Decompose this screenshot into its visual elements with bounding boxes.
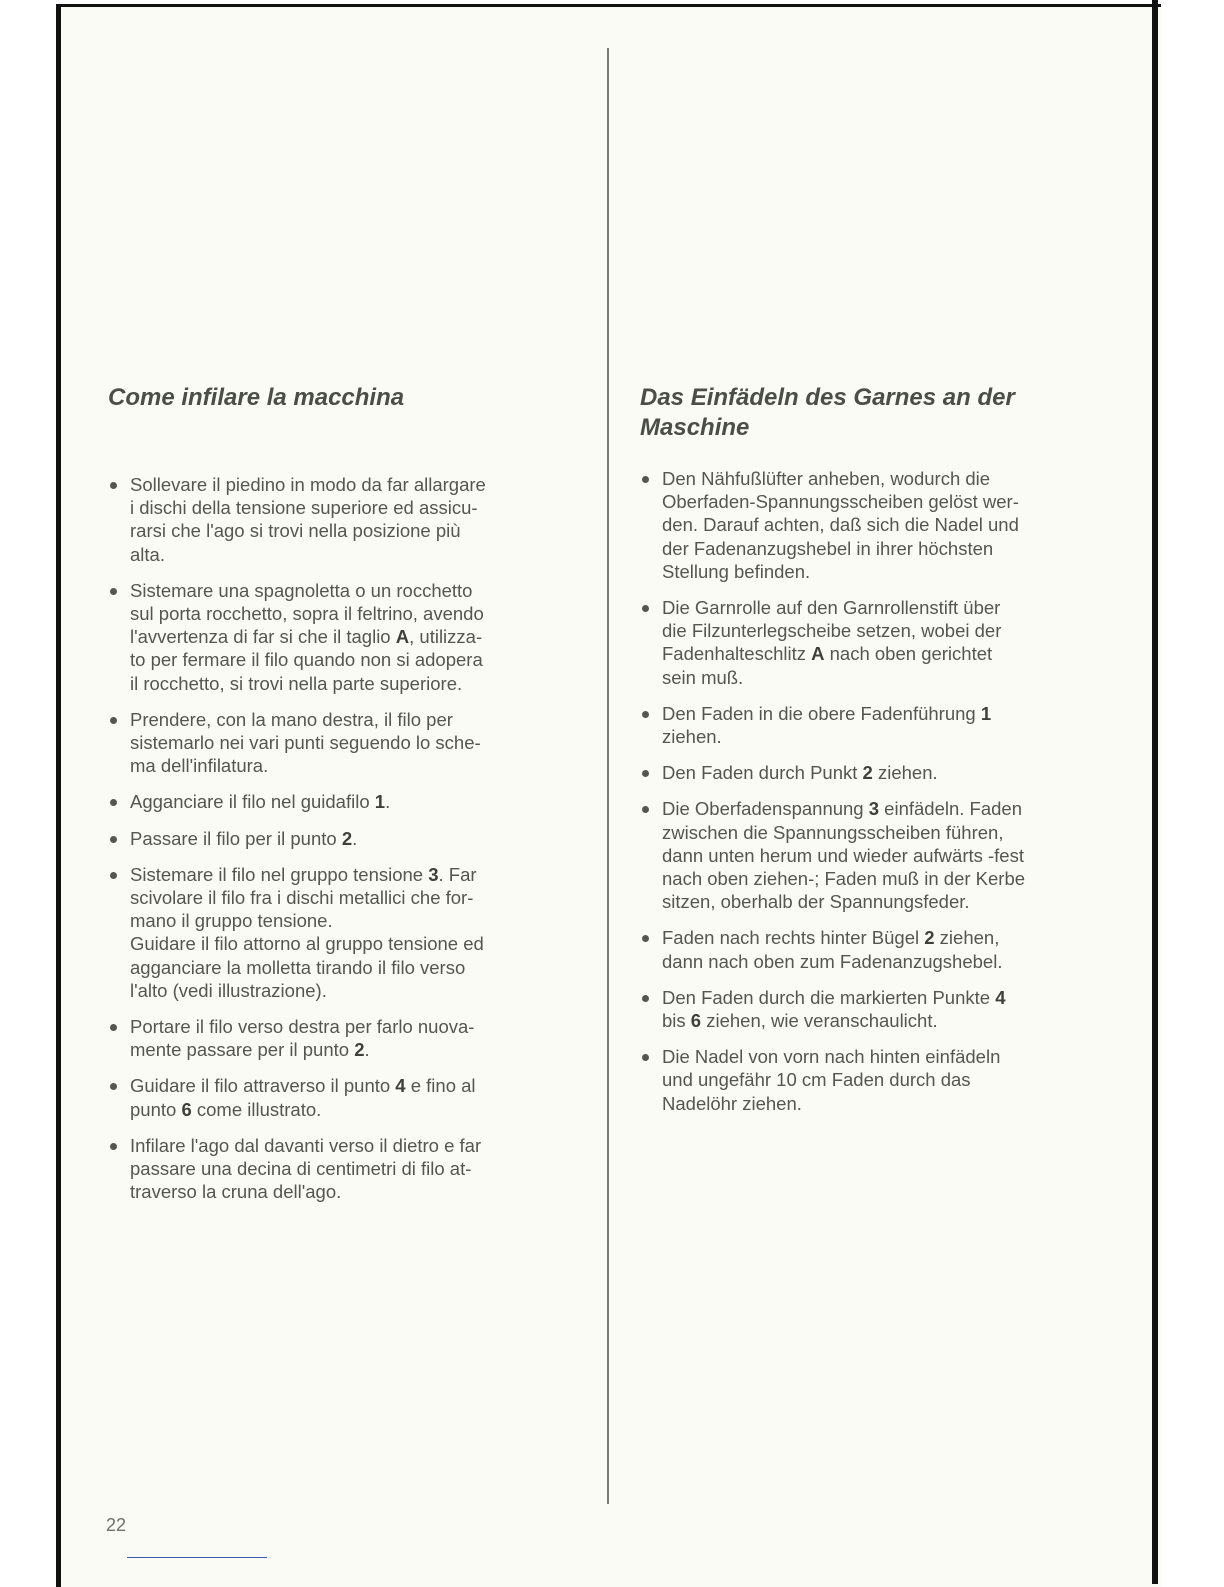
text-line: Nadelöhr ziehen.	[662, 1092, 802, 1114]
text-line: Sistemare una spagnoletta o un rocchetto	[130, 579, 473, 601]
text-line: Die Garnrolle auf den Garnrollenstift über	[662, 597, 1001, 619]
list-item	[640, 1045, 1102, 1115]
text-line: sitzen, oberhalb der Spannungsfeder.	[662, 891, 970, 913]
text-line: Guidare il filo attraverso il punto 4 e fino al	[130, 1075, 476, 1097]
german-column	[640, 383, 1102, 1128]
text-line: Den Nähfußlüfter anheben, wodurch die	[662, 468, 991, 489]
text-line: rarsi che l'ago si trovi nella posizione più	[130, 520, 461, 542]
text-line: mano il gruppo tensione.	[130, 910, 333, 932]
text-line: l'avvertenza di far si che il taglio A, utilizza-	[130, 626, 483, 648]
text-line: Agganciare il filo nel guidafilo 1.	[130, 791, 391, 813]
text-line: Passare il filo per il punto 2.	[130, 827, 358, 849]
list-item	[640, 926, 1102, 972]
text-line: die Filzunterlegscheibe setzen, wobei der	[662, 620, 1002, 642]
text-line: dann unten herum und wieder aufwärts -fest	[662, 844, 1024, 866]
text-line: Sollevare il piedino in modo da far allargare	[130, 474, 486, 495]
list-item	[640, 797, 1102, 913]
list-item	[108, 1074, 574, 1120]
text-line: Fadenhalteschlitz A nach oben gerichtet	[662, 643, 993, 665]
text-line: ziehen.	[662, 726, 722, 748]
list-item	[108, 790, 574, 813]
text-line: Oberfaden-Spannungsscheiben gelöst wer-	[662, 491, 1019, 513]
text-line: und ungefähr 10 cm Faden durch das	[662, 1069, 971, 1091]
text-line: l'alto (vedi illustrazione).	[130, 979, 327, 1001]
text-line: scivolare il filo fra i dischi metallici che for-	[130, 887, 474, 909]
list-item	[640, 986, 1102, 1032]
list-item	[108, 708, 574, 778]
text-line: sul porta rocchetto, sopra il feltrino, avendo	[130, 603, 484, 625]
list-item	[108, 827, 574, 850]
text-line: Sistemare il filo nel gruppo tensione 3. Far	[130, 863, 477, 885]
text-line: zwischen die Spannungsscheiben führen,	[662, 821, 1004, 843]
text-line: traverso la cruna dell'ago.	[130, 1181, 342, 1203]
text-line: alta.	[130, 543, 165, 565]
german-heading: Das Einfädeln des Garnes an der Maschine	[640, 384, 1015, 441]
scan-edge	[1152, 0, 1158, 1584]
text-line: nach oben ziehen-; Faden muß in der Kerbe	[662, 868, 1026, 890]
text-line: dann nach oben zum Fadenanzugshebel.	[662, 950, 1003, 972]
text-line: Den Faden durch die markierten Punkte 4	[662, 986, 1006, 1008]
list-item	[108, 1015, 574, 1061]
italian-heading: Come infilare la macchina	[108, 384, 405, 411]
text-line: Die Oberfadenspannung 3 einfädeln. Faden	[662, 798, 1022, 820]
text-line: Portare il filo verso destra per farlo nuova-	[130, 1016, 475, 1038]
text-line: Prendere, con la mano destra, il filo per	[130, 708, 453, 730]
text-line: Infilare l'ago dal davanti verso il dietro e far	[130, 1134, 482, 1156]
text-line: il rocchetto, si trovi nella parte superiore.	[130, 672, 463, 694]
text-line: bis 6 ziehen, wie veranschaulicht.	[662, 1010, 938, 1032]
column-divider	[607, 48, 609, 1504]
italian-column	[108, 383, 574, 1216]
text-line: sein muß.	[662, 666, 744, 688]
text-line: Stellung befinden.	[662, 560, 811, 582]
list-item	[108, 863, 574, 1002]
german-instruction-list	[640, 467, 1102, 1115]
text-line: der Fadenanzugshebel in ihrer höchsten	[662, 537, 994, 559]
text-line: Faden nach rechts hinter Bügel 2 ziehen,	[662, 927, 1000, 949]
text-line: sistemarlo nei vari punti seguendo lo sche-	[130, 732, 481, 754]
text-line: Guidare il filo attorno al gruppo tensione ed	[130, 933, 484, 955]
text-line: punto 6 come illustrato.	[130, 1098, 322, 1120]
list-item	[640, 761, 1102, 784]
list-item	[640, 702, 1102, 748]
text-line: den. Darauf achten, daß sich die Nadel und	[662, 514, 1019, 536]
text-line: agganciare la molletta tirando il filo verso	[130, 956, 466, 978]
italian-instruction-list	[108, 473, 574, 1203]
bottom-underline	[127, 1557, 267, 1558]
text-line: mente passare per il punto 2.	[130, 1039, 370, 1061]
text-line: passare una decina di centimetri di filo at-	[130, 1158, 472, 1180]
list-item	[108, 579, 574, 695]
text-line: Den Faden durch Punkt 2 ziehen.	[662, 762, 938, 784]
list-item	[108, 473, 574, 566]
text-line: Die Nadel von vorn nach hinten einfädeln	[662, 1046, 1001, 1068]
text-line: i dischi della tensione superiore ed assicu-	[130, 497, 478, 519]
list-item	[108, 1134, 574, 1204]
text-line: Den Faden in die obere Fadenführung 1	[662, 702, 992, 724]
text-line: to per fermare il filo quando non si adopera	[130, 649, 483, 671]
page-number: 22	[106, 1515, 127, 1535]
list-item	[640, 596, 1102, 689]
list-item	[640, 467, 1102, 583]
text-line: ma dell'infilatura.	[130, 755, 269, 777]
